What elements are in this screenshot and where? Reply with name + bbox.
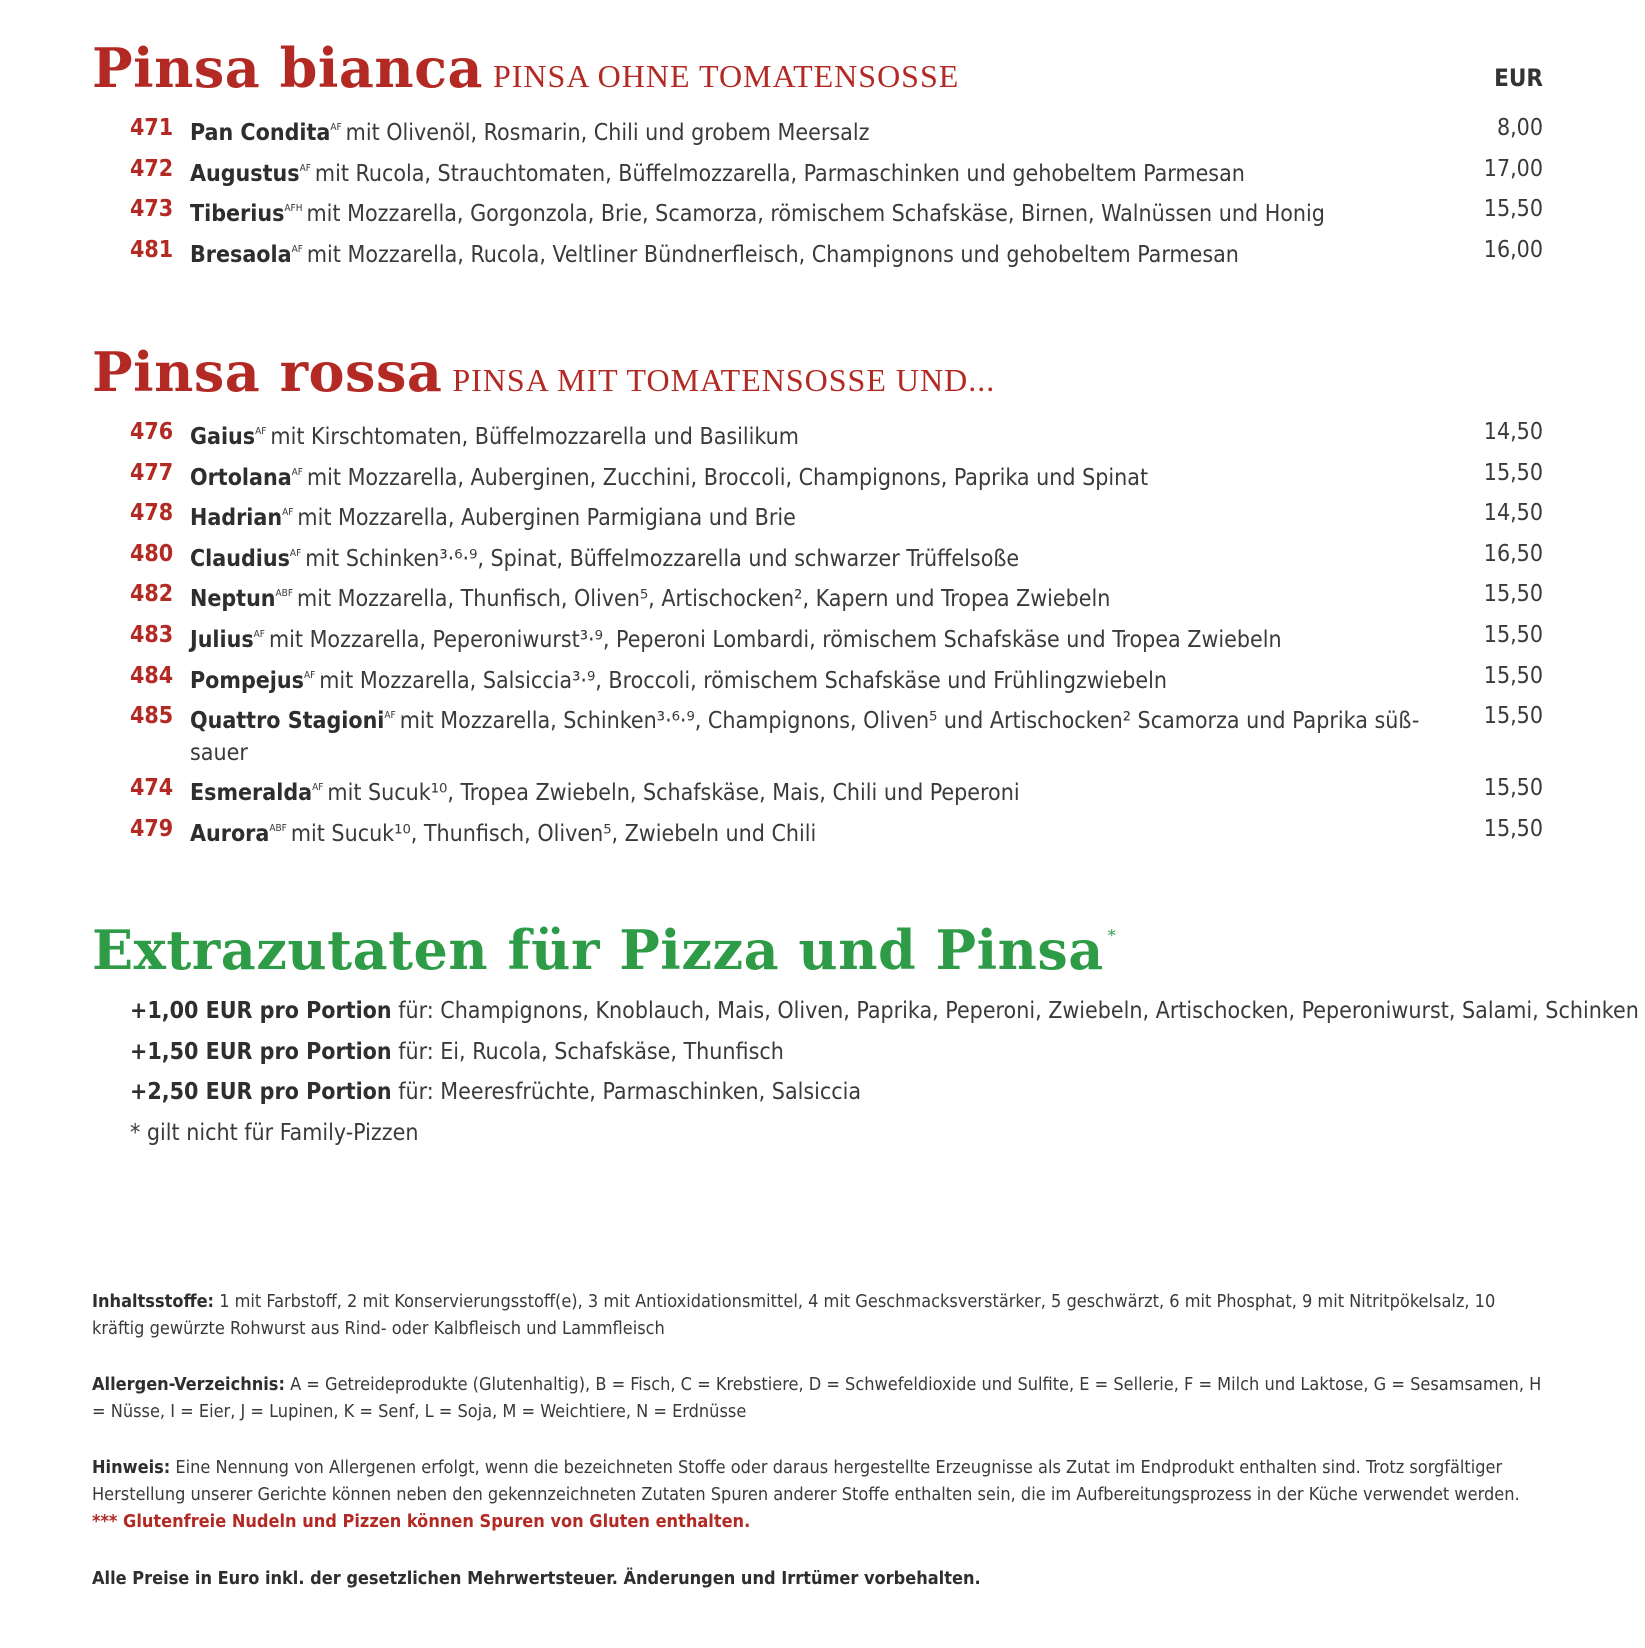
allergen-tag: AF: [312, 782, 324, 794]
item-name: Bresaola: [190, 241, 292, 268]
allergen-tag: AF: [291, 466, 303, 478]
item-name: Augustus: [190, 160, 300, 187]
allergen-tag: AF: [255, 426, 267, 437]
item-number: 478: [130, 500, 174, 527]
item-text: mit Mozzarella, Auberginen, Zucchini, Broccoli, Champignons, Paprika und Spinat: [306, 464, 1149, 491]
item-number: 474: [130, 775, 174, 802]
item-price: 14,50: [1483, 500, 1543, 527]
allergen-tag: AF: [330, 122, 342, 133]
bianca-menu-list: [0, 108, 1645, 270]
rossa-subtitle: PINSA MIT TOMATENSOSSE UND...: [452, 362, 996, 398]
menu-item: [0, 809, 1645, 850]
allergen-tag: ABF: [269, 822, 287, 834]
item-text: mit Mozzarella, Salsiccia³·⁹, Broccoli, römischem Schafskäse und Frühlingzwiebeln: [319, 667, 1167, 694]
item-text: mit Mozzarella, Peperoniwurst³·⁹, Peperoni Lombardi, römischem Schafskäse und Tropea Zwiebeln: [268, 626, 1282, 653]
extras-line: +2,50 EUR pro Portion für: Meeresfrüchte, Parmaschinken, Salsiccia: [130, 1079, 862, 1105]
menu-item: [0, 615, 1645, 656]
item-number: 471: [130, 115, 174, 141]
item-description: [190, 457, 1465, 494]
item-name: Gaius: [190, 424, 256, 450]
item-text: mit Mozzarella, Gorgonzola, Brie, Scamorza, römischem Schafskäse, Birnen, Walnüssen und Honig: [306, 201, 1325, 228]
item-price: 15,50: [1483, 621, 1543, 648]
gluten-note: *** Glutenfreie Nudeln und Pizzen können Spuren von Gluten enthalten.: [92, 1511, 751, 1532]
ingredients-note: [92, 1288, 1552, 1342]
menu-item: [0, 493, 1645, 534]
menu-item: [0, 189, 1645, 230]
item-number: 480: [130, 540, 174, 567]
item-description: [190, 193, 1465, 230]
allergen-tag: AF: [299, 162, 311, 174]
item-description: [190, 497, 1465, 534]
allergen-tag: AF: [291, 243, 303, 255]
menu-item: [0, 108, 1645, 149]
ingredients-label: Inhaltsstoffe:: [92, 1291, 215, 1312]
item-price: 15,50: [1483, 815, 1543, 842]
extras-list: [130, 991, 1639, 1153]
item-name: Tiberius: [190, 201, 285, 228]
item-name: Aurora: [190, 820, 270, 847]
item-text: mit Mozzarella, Thunfisch, Oliven⁵, Artischocken², Kapern und Tropea Zwiebeln: [297, 586, 1111, 613]
allergen-tag: AF: [303, 669, 316, 681]
item-text: mit Sucuk¹⁰, Tropea Zwiebeln, Schafskäse, Mais, Chili und Peperoni: [327, 780, 1020, 807]
item-number: 477: [130, 459, 174, 486]
hint-note: [92, 1454, 1552, 1535]
item-number: 484: [130, 662, 174, 689]
item-name: Quattro Stagioni: [190, 708, 385, 735]
item-text: mit Schinken³·⁶·⁹, Spinat, Büffelmozzarella und schwarzer Trüffelsoße: [305, 545, 1020, 572]
item-description: [190, 660, 1465, 697]
item-number: 482: [130, 581, 174, 608]
allergen-tag: AF: [289, 547, 302, 559]
item-number: 479: [130, 815, 174, 842]
rossa-heading: [92, 340, 995, 404]
currency-header: EUR: [1494, 64, 1543, 92]
item-price: 14,50: [1483, 419, 1543, 445]
item-price: 15,50: [1483, 703, 1543, 730]
item-number: 481: [130, 236, 174, 263]
allergen-tag: AF: [253, 628, 265, 640]
item-price: 16,00: [1483, 236, 1543, 263]
extras-line: +1,50 EUR pro Portion für: Ei, Rucola, Schafskäse, Thunfisch: [130, 1038, 784, 1065]
extras-title-mark: *: [1107, 926, 1117, 945]
item-number: 472: [130, 155, 174, 182]
item-price: 15,50: [1483, 662, 1543, 689]
item-name: Hadrian: [190, 505, 283, 532]
item-number: 473: [130, 196, 174, 223]
menu-item: [0, 534, 1645, 575]
item-text: mit Mozzarella, Auberginen Parmigiana und Brie: [297, 505, 796, 532]
item-name: Pan Condita: [190, 120, 331, 146]
menu-item: [0, 230, 1645, 271]
item-text: mit Sucuk¹⁰, Thunfisch, Oliven⁵, Zwiebeln und Chili: [290, 820, 817, 847]
allergen-tag: ABF: [275, 588, 294, 600]
item-number: 476: [130, 419, 174, 445]
extras-title: Extrazutaten für Pizza und Pinsa: [92, 918, 1104, 982]
extras-heading: [92, 918, 1116, 982]
item-description: [190, 700, 1465, 769]
ingredients-text: 1 mit Farbstoff, 2 mit Konservierungsstoff(e), 3 mit Antioxidationsmittel, 4 mit Geschmacksverstärker, 5 geschwärzt, 6 mit Phosphat, 9 mit Nitritpökelsalz, 10 kräftig gewürzte Rohwurst aus Rind- oder Kalbfleisch und Lammfleisch: [92, 1291, 1496, 1339]
item-text: mit Mozzarella, Rucola, Veltliner Bündnerfleisch, Champignons und gehobeltem Parmesan: [306, 241, 1239, 268]
item-number: 483: [130, 621, 174, 648]
menu-item: [0, 574, 1645, 615]
bianca-heading: [92, 36, 959, 100]
extras-note: * gilt nicht für Family-Pizzen: [130, 1119, 419, 1146]
item-price: 15,50: [1483, 775, 1543, 802]
item-description: [190, 153, 1465, 190]
item-name: Claudius: [190, 545, 290, 572]
menu-item: [0, 149, 1645, 190]
hint-text: Eine Nennung von Allergenen erfolgt, wenn die bezeichneten Stoffe oder daraus hergestellte Erzeugnisse als Zutat im Endprodukt enthalten sind. Trotz sorgfältiger Herstellung unserer Gerichte können neben den gekennzeichneten Zutaten Spuren anderer Stoffe enthalten sein, die im Aufbereitungsprozess in der Küche verwendet werden.: [92, 1457, 1520, 1505]
menu-item: [0, 768, 1645, 809]
menu-item: [0, 412, 1645, 453]
item-number: 485: [130, 703, 174, 730]
item-description: [190, 578, 1465, 615]
allergen-tag: AFH: [284, 203, 303, 215]
allergen-tag: AF: [384, 710, 396, 722]
prices-note: Alle Preise in Euro inkl. der gesetzlichen Mehrwertsteuer. Änderungen und Irrtümer vorbehalten.: [92, 1568, 981, 1589]
bianca-subtitle: PINSA OHNE TOMATENSOSSE: [492, 58, 960, 94]
item-name: Neptun: [190, 586, 276, 613]
item-name: Julius: [190, 626, 254, 653]
menu-item: [0, 656, 1645, 697]
item-price: 15,50: [1483, 459, 1543, 486]
item-price: 15,50: [1483, 581, 1543, 608]
item-description: [190, 813, 1465, 850]
item-description: [190, 234, 1465, 271]
allergen-text: A = Getreideprodukte (Glutenhaltig), B = Fisch, C = Krebstiere, D = Schwefeldioxide und Sulfite, E = Sellerie, F = Milch und Laktose, G = Sesamsamen, H = Nüsse, I = Eier, J = Lupinen, K = Senf, L = Soja, M = Weichtiere, N = Erdnüsse: [92, 1374, 1542, 1422]
item-text: mit Olivenöl, Rosmarin, Chili und grobem Meersalz: [345, 120, 870, 146]
item-price: 8,00: [1496, 115, 1543, 141]
item-name: Esmeralda: [190, 780, 313, 807]
item-price: 15,50: [1483, 196, 1543, 223]
rossa-title: Pinsa rossa: [92, 340, 443, 404]
menu-item: [0, 696, 1645, 768]
item-description: [190, 112, 1465, 149]
item-description: [190, 619, 1465, 656]
item-description: [190, 538, 1465, 575]
item-name: Ortolana: [190, 464, 292, 491]
item-text: mit Mozzarella, Schinken³·⁶·⁹, Champignons, Oliven⁵ und Artischocken² Scamorza und Paprika süß-sauer: [190, 708, 1420, 767]
allergen-tag: AF: [282, 507, 294, 519]
extras-line: +1,00 EUR pro Portion für: Champignons, Knoblauch, Mais, Oliven, Paprika, Peperoni, Zwiebeln, Artischocken, Peperoniwurst, Salami, Schinken: [130, 998, 1639, 1024]
bianca-title: Pinsa bianca: [92, 36, 483, 100]
item-description: [190, 772, 1465, 809]
item-description: [190, 416, 1465, 453]
rossa-menu-list: [0, 412, 1645, 849]
item-text: mit Kirschtomaten, Büffelmozzarella und Basilikum: [270, 424, 799, 450]
hint-label: Hinweis:: [92, 1457, 171, 1478]
item-text: mit Rucola, Strauchtomaten, Büffelmozzarella, Parmaschinken und gehobeltem Parmesan: [314, 160, 1245, 187]
item-name: Pompejus: [190, 667, 304, 694]
item-price: 17,00: [1483, 155, 1543, 182]
item-price: 16,50: [1483, 540, 1543, 567]
allergen-label: Allergen-Verzeichnis:: [92, 1374, 285, 1395]
menu-item: [0, 453, 1645, 494]
allergen-note: [92, 1371, 1552, 1425]
